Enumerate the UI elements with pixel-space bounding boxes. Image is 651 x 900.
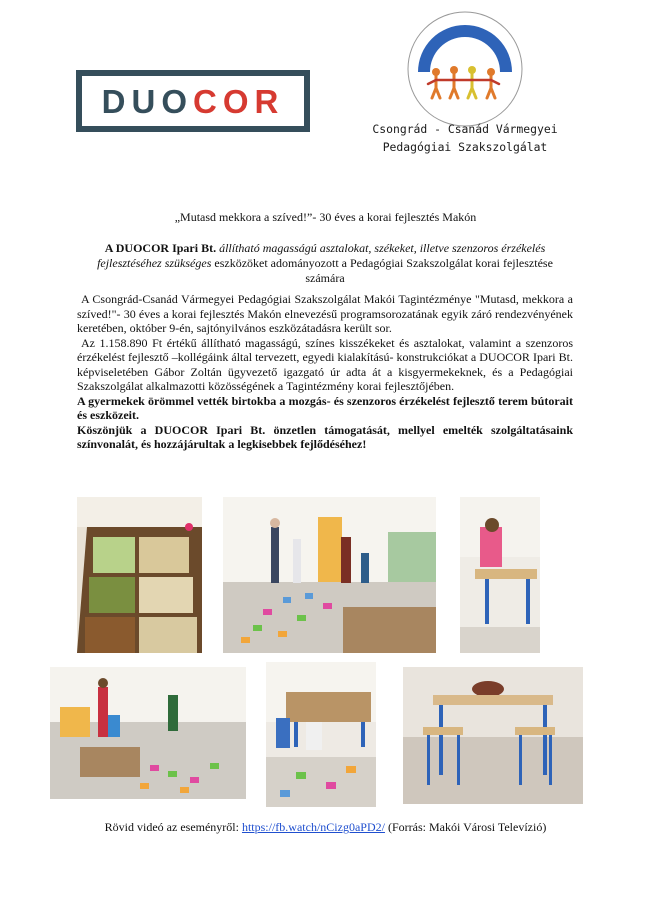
children-holding-hands-icon (406, 10, 524, 128)
body-bold-paragraph (77, 394, 573, 423)
subtitle-rest: eszközöket adományozott a Pedagógiai Szakszolgálat korai fejlesztése számára (211, 256, 553, 285)
duocor-logo-part2: COR (193, 82, 285, 120)
video-label: Rövid videó az eseményről: (104, 820, 239, 834)
body-bold-paragraph (77, 423, 573, 452)
body-bold-text: A gyermekek örömmel vették birtokba a mozgás- és szenzoros érzékelést fejlesztő terem bútorait és eszközeit. (77, 393, 573, 423)
article-subtitle (80, 241, 570, 286)
photo-sensory-trays (77, 497, 202, 653)
org-name-line1: Csongrád - Csanád Vármegyei (372, 122, 558, 136)
video-source: (Forrás: Makói Városi Televízió) (387, 820, 547, 834)
photo-toddlers-at-tray (266, 662, 376, 807)
body-bold-text: Köszönjük a DUOCOR Ipari Bt. önzetlen támogatását, mellyel emelték szolgáltatásaink színvonalát, és hozzájárultak a legkisebbek fejlődéséhez! (77, 422, 573, 452)
org-name-line2: Pedagógiai Szakszolgálat (382, 140, 548, 154)
article-title: „Mutasd mekkora a szíved!”- 30 éves a korai fejlesztés Makón (174, 210, 477, 224)
photo-children-playing (50, 667, 246, 799)
photo-child-at-table (460, 497, 540, 653)
video-link[interactable]: https://fb.watch/nCizg0aPD2/ (241, 820, 385, 834)
duocor-logo-part1: DUO (101, 82, 193, 120)
body-paragraph: A Csongrád-Csanád Vármegyei Pedagógiai Szakszolgálat Makói Tagintézménye "Mutasd, mekkora a szíved!"- 30 éves a korai fejlesztés Makón elnevezésű programsorozatának egyik záró rendezvényének keretében, október 9-én, sajtónyilvános eszközátadásra került sor. (77, 292, 573, 336)
subtitle-italic-part: állítható magasságú asztalokat, székeket, illetve szenzoros érzékelés fejlesztéséhez szükséges (97, 241, 546, 270)
org-name (330, 120, 600, 156)
video-link-line (0, 820, 651, 835)
photo-handover-event (223, 497, 436, 653)
duocor-logo (76, 70, 310, 132)
photo-chairs-and-table (403, 667, 583, 804)
body-paragraph: Az 1.158.890 Ft értékű állítható magasságú, színes kisszékeket és asztalokat, valamint a szenzoros érzékelést fejlesztő –kollégáink által tervezett, egyedi kialakítású- konstrukciókat a DUOCOR Ipari Bt. képviseletében Gábor Zoltán ügyvezető igazgató úr adta át a kisgyermekeknek, és a Pedagógiai Szakszolgálat alkalmazotti közösségének a Tagintézmény korai fejlesztőjében. (77, 335, 573, 394)
subtitle-company: A DUOCOR Ipari Bt. (104, 241, 217, 255)
article-body (77, 292, 573, 452)
